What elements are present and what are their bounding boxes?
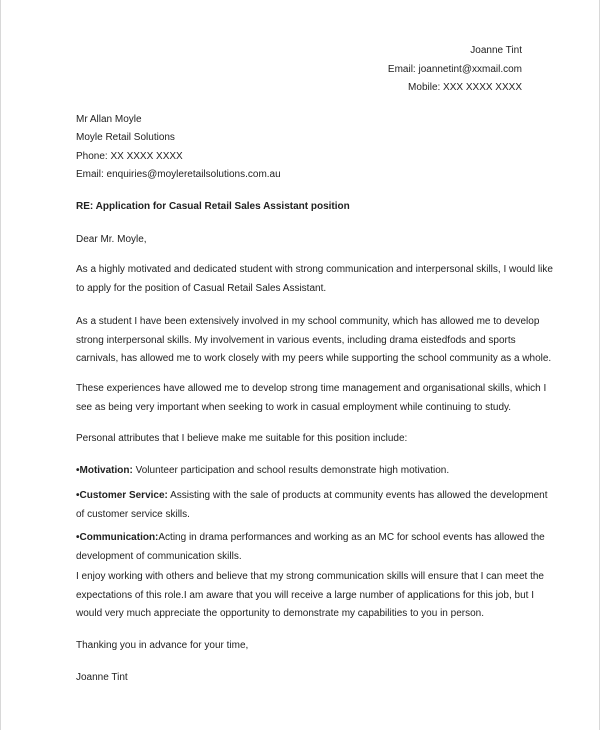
paragraph-line: to apply for the position of Casual Retail Sales Assistant.: [76, 282, 327, 294]
recipient-name: Mr Allan Moyle: [76, 114, 142, 125]
subject-line: RE: Application for Casual Retail Sales Assistant position: [76, 201, 350, 212]
sender-email: Email: joannetint@xxmail.com: [387, 64, 522, 75]
attribute-label: •Customer Service:: [76, 490, 168, 501]
recipient-phone: Phone: XX XXXX XXXX: [76, 151, 183, 162]
attribute-label: •Communication:: [76, 532, 159, 543]
paragraph-closing: [76, 568, 544, 624]
attribute-label: •Motivation:: [76, 465, 133, 476]
paragraph-involvement: [76, 313, 551, 369]
thanks-line: Thanking you in advance for your time,: [76, 640, 249, 651]
paragraph-line: strong interpersonal skills. My involvement in various events, including drama eistedfods and sports: [76, 334, 516, 346]
recipient-company: Moyle Retail Solutions: [76, 132, 175, 143]
attribute-communication: [76, 529, 545, 566]
paragraph-line: These experiences have allowed me to develop strong time management and organisational skills, which I: [76, 383, 547, 394]
paragraph-line: see as being very important when seeking to work in casual employment while continuing to study.: [76, 401, 512, 413]
attribute-text: of customer service skills.: [76, 508, 190, 520]
paragraph-line: As a student I have been extensively involved in my school community, which has allowed me to develop: [76, 316, 540, 327]
recipient-email: Email: enquiries@moyleretailsolutions.com.au: [76, 169, 281, 180]
salutation: Dear Mr. Moyle,: [76, 234, 147, 245]
paragraph-line: Personal attributes that I believe make me suitable for this position include:: [76, 433, 408, 444]
attribute-motivation: [76, 462, 449, 481]
paragraph-line: As a highly motivated and dedicated student with strong communication and interpersonal skills, I would like: [76, 264, 553, 275]
paragraph-experiences: [76, 380, 546, 417]
attribute-customer-service: [76, 487, 548, 524]
attribute-text: development of communication skills.: [76, 550, 242, 562]
attribute-text: Assisting with the sale of products at community events has allowed the development: [167, 490, 548, 501]
paragraph-line: expectations of this role.I am aware that you will receive a large number of applications for this job, but I: [76, 589, 535, 601]
paragraph-line: carnivals, has allowed me to work closely with my peers while supporting the school community as a whole.: [76, 353, 552, 364]
sender-mobile: Mobile: XXX XXXX XXXX: [408, 82, 522, 93]
paragraph-intro: [76, 261, 553, 298]
sender-name: Joanne Tint: [470, 45, 522, 56]
paragraph-line: would very much appreciate the opportunity to demonstrate my capabilities to you in person.: [76, 608, 484, 619]
paragraph-attributes-intro: [76, 430, 407, 449]
paragraph-line: I enjoy working with others and believe that my strong communication skills will ensure that I can meet the: [76, 571, 544, 582]
signature-name: Joanne Tint: [76, 672, 128, 683]
attribute-text: Acting in drama performances and working as an MC for school events has allowed the: [158, 532, 545, 543]
attribute-text: Volunteer participation and school results demonstrate high motivation.: [132, 465, 450, 476]
